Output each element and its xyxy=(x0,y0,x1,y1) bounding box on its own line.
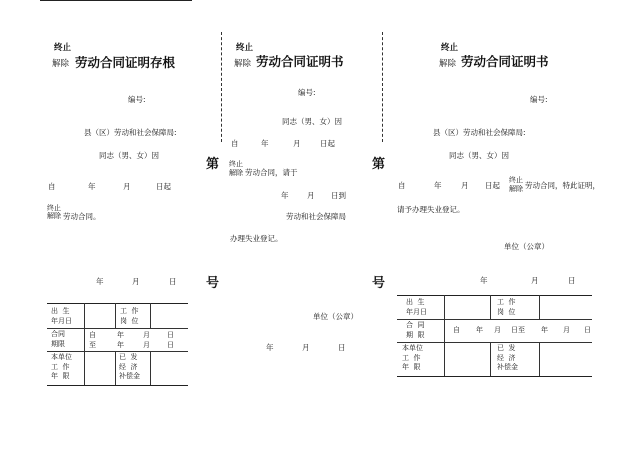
seam-right-hao: 号 xyxy=(372,276,386,291)
stub-table-birth: 出 生 年月日 xyxy=(51,307,72,325)
perforation-line-left xyxy=(221,32,222,142)
right-seal: 单位（公章） xyxy=(504,242,549,251)
middle-title-top: 终止 xyxy=(236,43,254,53)
stub-bureau: 县（区）劳动和社会保障局: xyxy=(84,128,177,137)
middle-from-2: 年 xyxy=(261,139,269,148)
right-title-top: 终止 xyxy=(441,43,459,53)
right-from-4: 日起 xyxy=(485,181,500,190)
stub-from-2: 年 xyxy=(88,182,96,191)
stub-from-3: 月 xyxy=(123,182,131,191)
stub-term-from-4: 日 xyxy=(167,331,174,339)
stub-number-label: 编号: xyxy=(128,95,146,104)
middle-from-3: 月 xyxy=(293,139,301,148)
right-from-2: 年 xyxy=(434,181,442,190)
right-term-3: 月 xyxy=(494,326,501,334)
stub-date-day: 日 xyxy=(169,277,177,286)
middle-unemployment: 办理失业登记。 xyxy=(230,234,283,243)
middle-to-month: 月 xyxy=(307,191,315,200)
stub-term-top: 终止 xyxy=(47,204,61,212)
stub-table-term-label: 合同 期限 xyxy=(51,330,65,348)
stub-contract: 劳动合同。 xyxy=(63,212,101,221)
top-rule xyxy=(40,0,192,1)
right-unemployment: 请予办理失业登记。 xyxy=(397,205,465,214)
stub-date-month: 月 xyxy=(132,277,140,286)
right-date-day: 日 xyxy=(568,276,576,285)
right-title-main: 劳动合同证明书 xyxy=(461,54,549,69)
right-table-work-years: 本单位 工 作 年 限 xyxy=(402,344,423,371)
stub-comrade: 同志（男、女）因 xyxy=(99,151,159,160)
right-term-4: 日至 xyxy=(511,326,525,334)
middle-date-day: 日 xyxy=(338,343,346,352)
stub-table-work-years: 本单位 工 作 年 限 xyxy=(51,353,72,380)
stub-term-to-2: 年 xyxy=(117,341,124,349)
right-term-5: 年 xyxy=(541,326,548,334)
middle-number-label: 编号: xyxy=(298,88,316,97)
right-from-1: 自 xyxy=(398,181,406,190)
stub-title-bottom: 解除 xyxy=(52,59,70,69)
stub-from-1: 自 xyxy=(48,182,56,191)
middle-seal: 单位（公章） xyxy=(313,312,358,321)
stub-term-to-4: 日 xyxy=(167,341,174,349)
right-term-bottom: 解除 xyxy=(509,185,523,193)
stub-term-to-3: 月 xyxy=(143,341,150,349)
right-table-birth: 出 生 年月日 xyxy=(406,298,427,316)
right-title-bottom: 解除 xyxy=(439,59,457,69)
seam-left-hao: 号 xyxy=(206,276,220,291)
stub-term-to-1: 至 xyxy=(89,341,96,349)
right-bureau: 县（区）劳动和社会保障局: xyxy=(433,128,526,137)
seam-right-di: 第 xyxy=(372,157,386,172)
stub-table-job: 工 作 岗 位 xyxy=(120,307,139,325)
stub-term-from-3: 月 xyxy=(143,331,150,339)
stub-term-from-2: 年 xyxy=(117,331,124,339)
middle-term-bottom: 解除 xyxy=(229,169,243,177)
right-term-7: 日 xyxy=(584,326,591,334)
right-number-label: 编号: xyxy=(530,95,548,104)
middle-title-main: 劳动合同证明书 xyxy=(256,54,344,69)
middle-contract-req: 劳动合同，请于 xyxy=(245,168,298,177)
middle-from-4: 日起 xyxy=(320,139,335,148)
right-term-6: 月 xyxy=(563,326,570,334)
right-contract-cert: 劳动合同，特此证明， xyxy=(525,181,600,190)
middle-from-1: 自 xyxy=(231,139,239,148)
middle-date-year: 年 xyxy=(266,343,274,352)
right-date-month: 月 xyxy=(531,276,539,285)
stub-term-from-1: 自 xyxy=(89,331,96,339)
stub-term-bottom: 解除 xyxy=(47,212,61,220)
stub-title-main: 劳动合同证明存根 xyxy=(75,55,176,70)
right-from-3: 月 xyxy=(461,181,469,190)
right-date-year: 年 xyxy=(480,276,488,285)
right-table-comp: 已 发 经 济 补偿金 xyxy=(497,344,518,371)
right-term-2: 年 xyxy=(476,326,483,334)
stub-date-year: 年 xyxy=(96,277,104,286)
right-table-job: 工 作 岗 位 xyxy=(497,298,516,316)
right-comrade: 同志（男、女）因 xyxy=(449,151,509,160)
perforation-line-right xyxy=(382,32,383,142)
stub-from-4: 日起 xyxy=(156,182,171,191)
middle-bureau: 劳动和社会保障局 xyxy=(286,212,346,221)
right-term-top: 终止 xyxy=(509,176,523,184)
middle-date-month: 月 xyxy=(302,343,310,352)
right-term-1: 自 xyxy=(453,326,460,334)
seam-left-di: 第 xyxy=(206,157,220,172)
stub-title-top: 终止 xyxy=(54,43,72,53)
right-table-term-label: 合 同 期 限 xyxy=(406,321,425,339)
middle-comrade: 同志（男、女）因 xyxy=(282,117,342,126)
middle-to-year: 年 xyxy=(281,191,289,200)
middle-title-bottom: 解除 xyxy=(234,59,252,69)
middle-to-day: 日到 xyxy=(331,191,346,200)
stub-table-comp: 已 发 经 济 补偿金 xyxy=(119,353,140,380)
middle-term-top: 终止 xyxy=(229,160,243,168)
